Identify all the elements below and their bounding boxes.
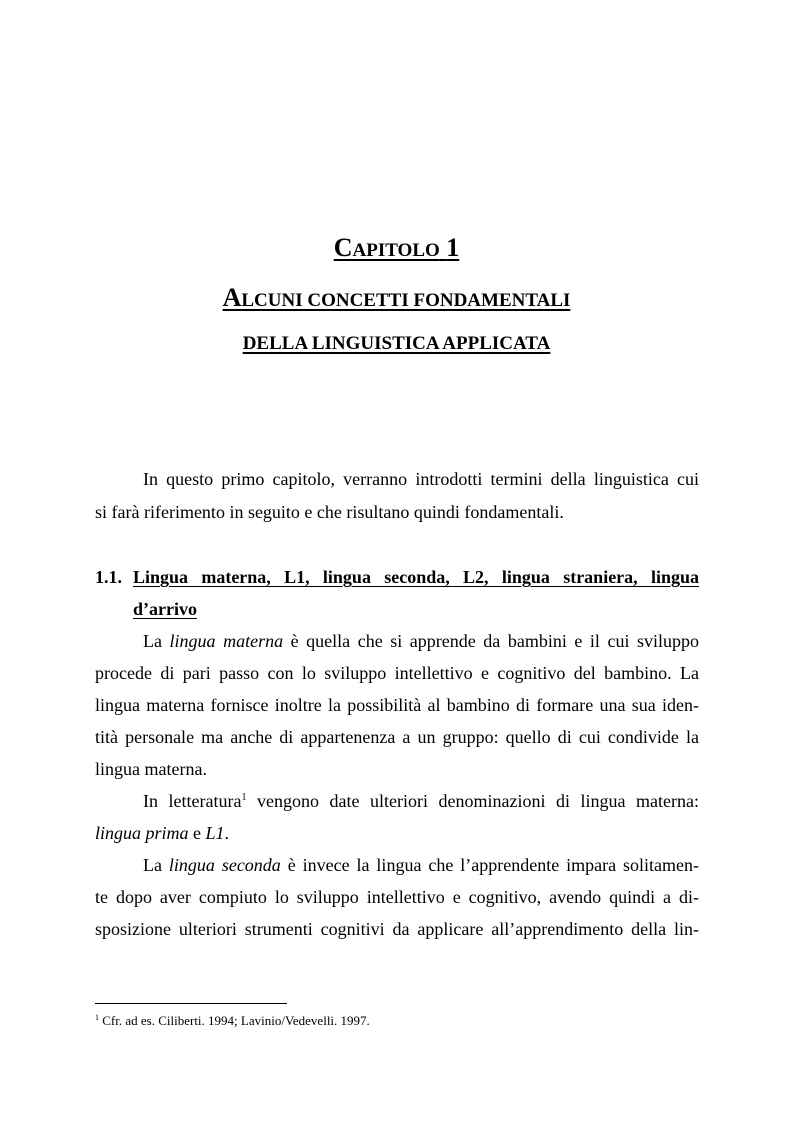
paragraph3-line-3: sposizione ulteriori strumenti cognitivi da applicare all’apprendimento della lin-: [95, 919, 699, 939]
paragraph2-line-1: In letteratura$^1$ vengono date ulteriori denominazioni di lingua materna:: [143, 791, 699, 811]
footnote-divider: [95, 1003, 287, 1004]
paragraph1-line-3: lingua materna fornisce inoltre la possibilità al bambino di formare una sua iden-: [95, 695, 699, 715]
chapter-title-line2: DELLA LINGUISTICA APPLICATA: [242, 333, 551, 354]
paragraph3-line-1: La lingua seconda è invece la lingua che l’apprendente impara solitamen-: [143, 855, 699, 875]
intro-line-2: si farà riferimento in seguito e che risultano quindi fondamentali.: [95, 502, 564, 522]
chapter-title-line1: ALCUNI CONCETTI FONDAMENTALI: [222, 283, 571, 312]
section-title-line2: d’arrivo: [133, 599, 197, 619]
paragraph1-line-4: tità personale ma anche di appartenenza a un gruppo: quello di cui condivide la: [95, 727, 699, 747]
intro-line-1: In questo primo capitolo, verranno introdotti termini della linguistica cui: [143, 469, 699, 489]
paragraph1-line-5: lingua materna.: [95, 759, 207, 779]
paragraph3-line-2: te dopo aver compiuto lo sviluppo intellettivo e cognitivo, avendo quindi a di-: [95, 887, 699, 907]
chapter-label: CAPITOLO 1: [333, 233, 460, 262]
paragraph2-line-2: lingua prima e L1.: [95, 823, 230, 843]
footnote-marker: 1: [95, 1013, 99, 1022]
section-number: 1.1.: [95, 567, 122, 587]
footnote: $^1$ Cfr. ad es. Ciliberti. 1994; Lavinio/Vedevelli. 1997.: [95, 1013, 370, 1028]
paragraph1-line-2: procede di pari passo con lo sviluppo intellettivo e cognitivo del bambino. La: [95, 663, 699, 683]
footnote-reference[interactable]: 1: [241, 792, 247, 803]
paragraph1-line-1: La lingua materna è quella che si apprende da bambini e il cui sviluppo: [143, 631, 700, 651]
section-title-line1: Lingua materna, L1, lingua seconda, L2, lingua straniera, lingua: [133, 567, 699, 587]
